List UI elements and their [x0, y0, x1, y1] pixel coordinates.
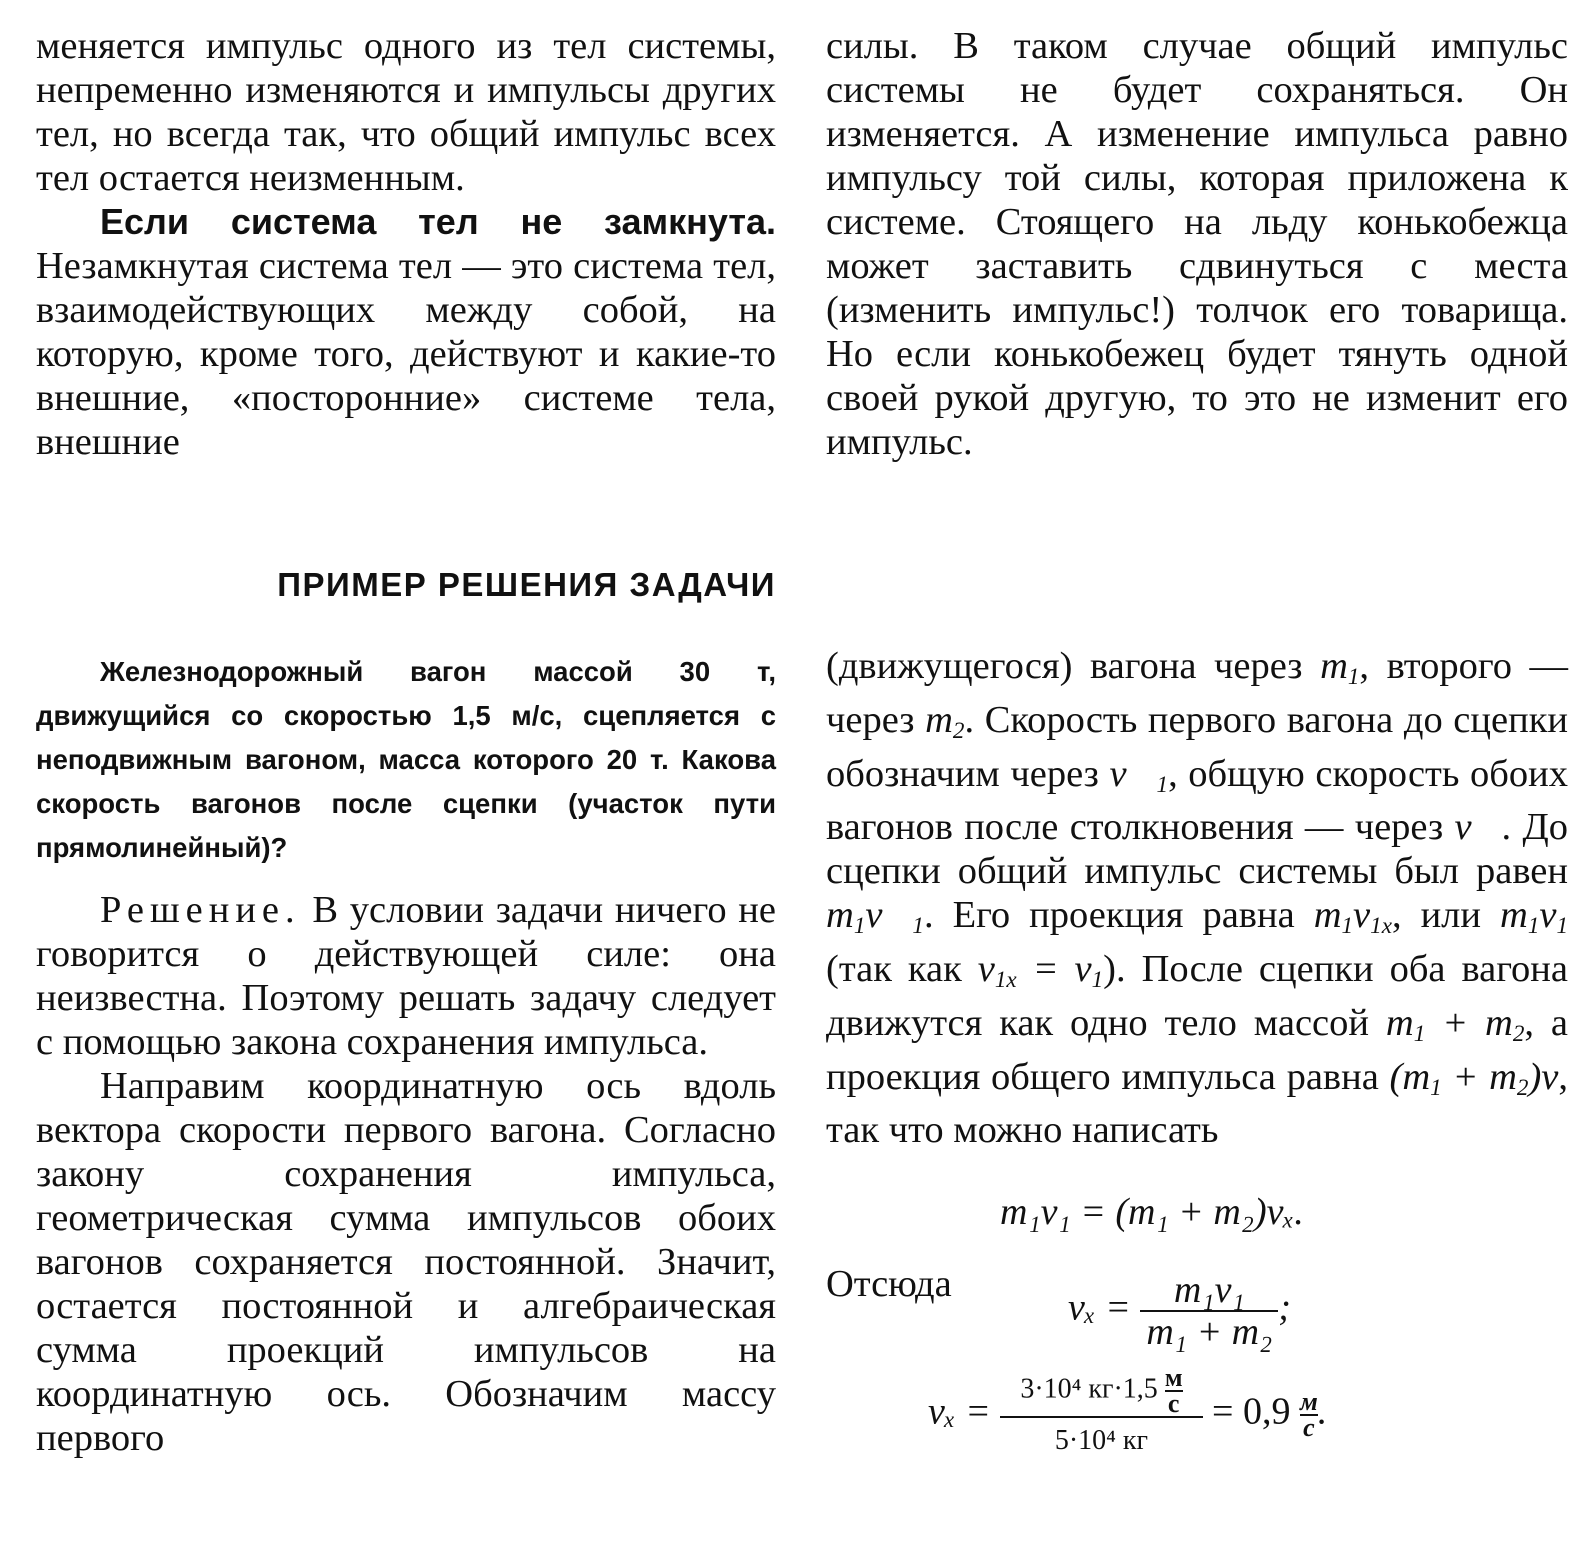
math-total-momentum: $(m_1 + m_2)v$ — [1389, 1055, 1559, 1100]
equation-momentum: m₁v₁ = (m₁ + m₂)vₓ. — [1000, 1191, 1304, 1233]
equation-result: = 0,9 — [1212, 1390, 1291, 1433]
unit-bottom: с — [1303, 1413, 1315, 1442]
math-m1v1-vector: $m_1v⃗_1$ — [826, 894, 924, 939]
otsyuda-label: Отсюда — [826, 1263, 952, 1305]
left-column-bottom — [36, 888, 776, 1460]
equation-end: . — [1317, 1390, 1328, 1433]
math-v1-vector: $v⃗_1$ — [1109, 752, 1169, 797]
fraction-numerator: m₁v₁ — [1140, 1270, 1278, 1312]
math-v-vector: v⃗ — [1454, 806, 1502, 849]
unit-top: м — [1299, 1387, 1318, 1416]
numerator-text: 3·10⁴ кг·1,5 — [1020, 1373, 1158, 1405]
section-heading: ПРИМЕР РЕШЕНИЯ ЗАДАЧИ — [277, 566, 776, 603]
problem-statement — [36, 650, 776, 870]
unit-top: м — [1164, 1363, 1183, 1392]
paragraph — [36, 888, 776, 1064]
paragraph — [826, 644, 1568, 1152]
text-run: (движущегося) вагона через — [826, 645, 1321, 687]
fraction — [1140, 1270, 1278, 1352]
paragraph-text: Незамкнутая система тел — это система тел, взаимодействующих между собой, на которую, кроме того, действуют и какие-то внешние, «посторонние» системе тела, внешние — [36, 245, 776, 463]
paragraph: силы. В таком случае общий импульс системы не будет сохраняться. Он изменяется. А изменение импульса равно импульсу той силы, которая приложена к системе. Стоящего на льду конькобежца может заставить сдвинуться с места (изменить импульс!) толчок его товарища. Но если конькобежец будет тянуть одной своей рукой другую, то это не изменит его импульс. — [826, 25, 1568, 463]
equation-end: ; — [1278, 1286, 1291, 1329]
paragraph: меняется импульс одного из тел системы, непременно изменяются и импульсы других тел, но всегда так, что общий импульс всех тел остается неизменным. — [36, 25, 776, 199]
math-m1v1x: $m_1v_{1x}$ — [1313, 894, 1392, 939]
math-v1x-eq-v1: $v_{1x} = v_1$ — [977, 948, 1104, 992]
text-run: (так как — [826, 948, 978, 991]
problem-text: Железнодорожный вагон массой 30 т, движущийся со скоростью 1,5 м/с, сцепляется с неподвижным вагоном, масса которого 20 т. Какова скорость вагонов после сцепки (участок пути прямолинейный)? — [36, 656, 776, 863]
text-run: . Его проекция равна — [923, 894, 1314, 937]
text-run: , второго — через — [826, 645, 1568, 741]
text-run: ). После сцепки оба вагона движутся как одно тело массой — [826, 948, 1568, 1044]
equation-vx-symbolic — [1068, 1270, 1291, 1352]
left-column-top — [36, 24, 776, 464]
text-run: , общую скорость обоих вагонов после столкновения — через — [826, 752, 1568, 849]
math-m1-plus-m2: $m_1 + m_2$ — [1385, 1001, 1525, 1046]
math-m1: $m_1$ — [1320, 645, 1360, 689]
result-unit — [1299, 1387, 1318, 1442]
text-run: . До сцепки общий импульс системы был равен — [826, 806, 1568, 893]
paragraph — [36, 200, 776, 464]
equation-lhs: vₓ = — [1068, 1286, 1131, 1329]
fraction-denominator: 5·10⁴ кг — [1054, 1425, 1149, 1456]
text-run: . Скорость первого вагона до сцепки обозначим через — [826, 698, 1568, 795]
equation-lhs: vₓ = — [928, 1390, 991, 1433]
text-run: , а проекция общего импульса равна — [826, 1001, 1568, 1098]
right-column-top — [826, 24, 1568, 464]
math-m1v1: $m_1v_1$ — [1500, 894, 1569, 939]
unit-fraction — [1164, 1363, 1183, 1418]
text-run: , так что можно написать — [826, 1055, 1568, 1152]
equation-vx-numeric — [928, 1363, 1328, 1464]
fraction-numerator — [1000, 1363, 1202, 1418]
math-m2: $m_2$ — [925, 698, 965, 743]
unit-bottom: с — [1167, 1389, 1180, 1418]
bold-lead: Если система тел не замкнута. — [100, 201, 776, 242]
paragraph: Направим координатную ось вдоль вектора скорости первого вагона. Согласно закону сохранения импульса, геометрическая сумма импульсов обоих вагонов сохраняется постоянной. Значит, остается постоянной и алгебраическая сумма проекций импульсов на координатную ось. Обозначим массу первого — [36, 1065, 776, 1459]
solution-label: Решение. — [100, 889, 301, 931]
text-run: , или — [1391, 894, 1501, 937]
right-column-bottom — [826, 644, 1568, 1152]
paragraph-text: В условии задачи ничего не говорится о действующей силе: она неизвестна. Поэтому решать задачу следует с помощью закона сохранения импульса. — [36, 889, 776, 1063]
fraction-denominator: m₁ + m₂ — [1146, 1311, 1273, 1353]
fraction — [1000, 1363, 1202, 1464]
